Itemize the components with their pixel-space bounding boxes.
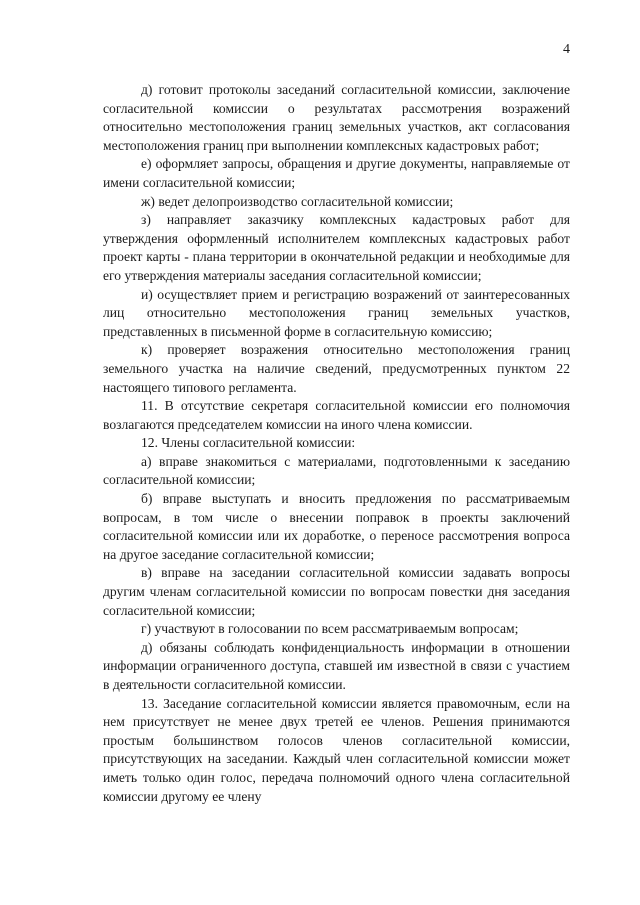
item-i-objections: и) осуществляет прием и регистрацию возражений от заинтересованных лиц относительно местоположения границ земельных участков, представленных в письменной форме в согласительную комиссию;	[103, 286, 570, 339]
clause-12-heading: 12. Члены согласительной комиссии:	[141, 435, 356, 451]
item-g-voting: г) участвуют в голосовании по всем рассматриваемым вопросам;	[141, 621, 519, 637]
item-k-verification: к) проверяет возражения относительно местоположения границ земельного участка на наличие сведений, предусмотренных пунктом 22 настоящего типового регламента.	[103, 342, 570, 395]
item-z-map-plan: з) направляет заказчику комплексных кадастровых работ для утверждения оформленный исполнителем комплексных кадастровых работ проект карты - плана территории в окончательной редакции и необходимые для его утверждения материалы заседания согласительной комиссии;	[103, 212, 570, 283]
item-e-requests: е) оформляет запросы, обращения и другие документы, направляемые от имени согласительной комиссии;	[103, 156, 570, 190]
item-b-proposals: б) вправе выступать и вносить предложения по рассматриваемым вопросам, в том числе о внесении поправок в проекты заключений согласительной комиссии или их доработке, о переносе рассмотрения вопроса на другое заседание согласительной комиссии;	[103, 491, 570, 562]
item-d-protocols: д) готовит протоколы заседаний согласительной комиссии, заключение согласительной комиссии о результатах рассмотрения возражений относительно местоположения границ земельных участков, акт согласования местоположения границ при выполнении комплексных кадастровых работ;	[103, 82, 570, 153]
item-v-questions: в) вправе на заседании согласительной комиссии задавать вопросы другим членам согласительной комиссии по вопросам повестки дня заседания согласительной комиссии;	[103, 565, 570, 618]
page-number: 4	[563, 42, 570, 57]
clause-11: 11. В отсутствие секретаря согласительной комиссии его полномочия возлагаются председателем комиссии на иного члена комиссии.	[103, 398, 570, 432]
document-body	[103, 81, 570, 806]
item-zh-records: ж) ведет делопроизводство согласительной комиссии;	[141, 193, 454, 209]
clause-13: 13. Заседание согласительной комиссии является правомочным, если на нем присутствует не менее двух третей ее членов. Решения принимаются простым большинством голосов членов согласительной комиссии, присутствующих на заседании. Каждый член согласительной комиссии может иметь только один голос, передача полномочий одного члена согласительной комиссии другому ее члену	[103, 695, 570, 804]
item-d-confidentiality: д) обязаны соблюдать конфиденциальность информации в отношении информации ограниченного доступа, ставшей им известной в связи с участием в деятельности согласительной комиссии.	[103, 639, 570, 692]
item-a-familiarize: а) вправе знакомиться с материалами, подготовленными к заседанию согласительной комиссии;	[103, 453, 570, 488]
